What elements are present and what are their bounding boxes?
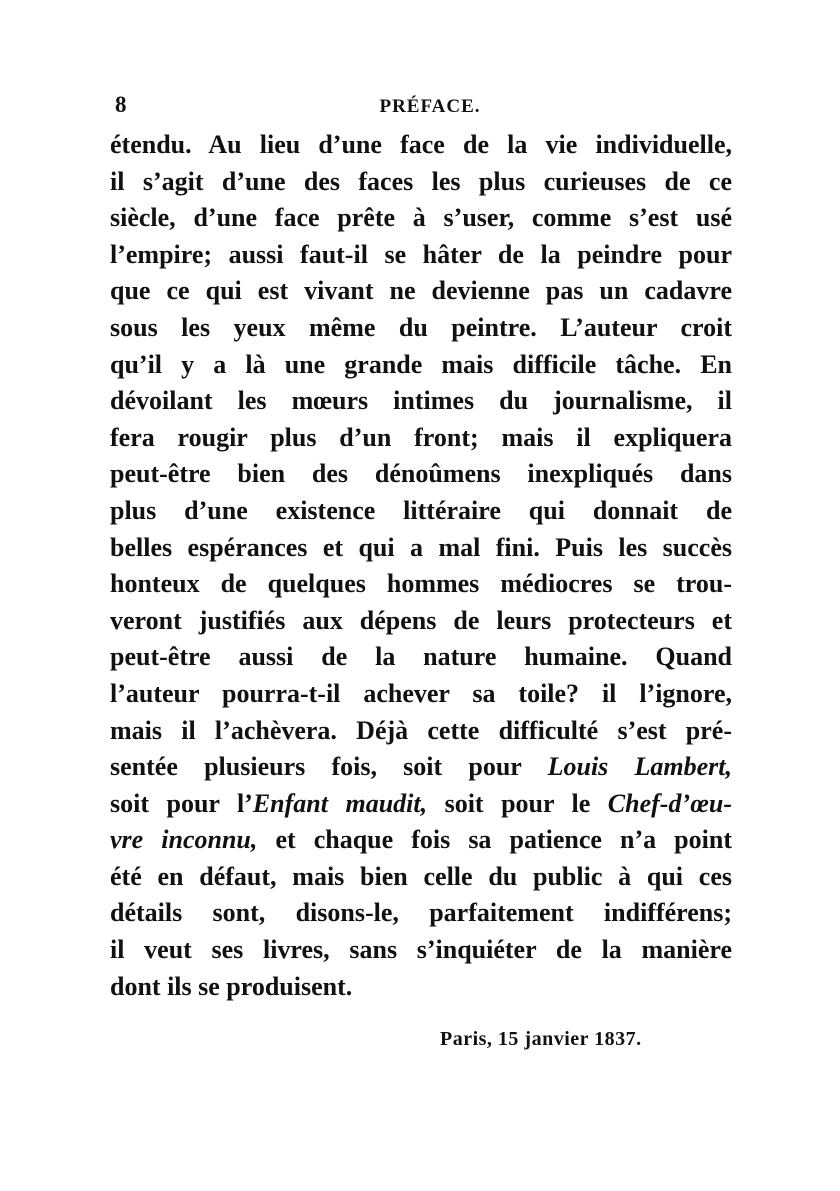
text-segment: dont ils se produisent. (110, 971, 353, 1001)
text-segment: sous les yeux même du peintre. L’auteur croit (110, 312, 732, 342)
text-segment: et chaque fois sa patience n’a point (257, 825, 732, 855)
italic-title-segment: Louis Lambert, (547, 752, 732, 782)
text-segment: il veut ses livres, sans s’inquiéter de la manière (110, 935, 732, 965)
text-line (110, 969, 732, 1006)
text-segment: soit pour l’ (110, 788, 253, 818)
text-segment: été en défaut, mais bien celle du public à qui ces (110, 861, 732, 891)
text-line (110, 530, 732, 567)
italic-title-segment: vre inconnu, (110, 825, 258, 855)
text-segment: dévoilant les mœurs intimes du journalisme, il (110, 386, 732, 416)
text-segment: fera rougir plus d’un front; mais il expliquera (110, 422, 732, 452)
running-head: PRÉFACE. (379, 96, 481, 117)
body-text (110, 127, 732, 1005)
text-line (110, 383, 732, 420)
text-line (110, 786, 732, 823)
text-line (110, 420, 732, 457)
text-segment: siècle, d’une face prête à s’user, comme s’est usé (110, 203, 732, 233)
text-segment: peut-être bien des dénoûmens inexpliqués dans (110, 459, 732, 489)
text-segment: mais il l’achèvera. Déjà cette difficulté s’est pré- (110, 715, 732, 745)
text-segment: veront justifiés aux dépens de leurs protecteurs et (110, 605, 732, 635)
text-segment: plus d’une existence littéraire qui donnait de (110, 495, 732, 525)
italic-title-segment: Enfant maudit, (252, 788, 428, 818)
text-segment: l’empire; aussi faut-il se hâter de la peindre pour (110, 239, 732, 269)
text-segment: honteux de quelques hommes médiocres se trou- (110, 569, 732, 599)
text-segment: détails sont, disons-le, parfaitement indifférens; (110, 898, 732, 928)
signature-line: Paris, 15 janvier 1837. (440, 1028, 642, 1050)
text-line (110, 493, 732, 530)
text-segment: soit pour le (427, 788, 608, 818)
text-line (110, 347, 732, 384)
text-line (110, 603, 732, 640)
italic-title-segment: Chef-d’œu- (607, 788, 732, 818)
text-line (110, 310, 732, 347)
text-segment: sentée plusieurs fois, soit pour (110, 752, 548, 782)
text-line (110, 273, 732, 310)
text-segment: que ce qui est vivant ne devienne pas un cadavre (110, 276, 732, 306)
text-line (110, 676, 732, 713)
text-line (110, 456, 732, 493)
text-line (110, 200, 732, 237)
text-line (110, 859, 732, 896)
text-segment: étendu. Au lieu d’une face de la vie individuelle, (110, 130, 732, 159)
text-line (110, 127, 732, 164)
text-line (110, 566, 732, 603)
text-line (110, 713, 732, 750)
text-segment: il s’agit d’une des faces les plus curieuses de ce (110, 166, 732, 196)
text-line (110, 749, 732, 786)
text-line (110, 164, 732, 201)
text-segment: l’auteur pourra-t-il achever sa toile? il l’ignore, (110, 678, 732, 708)
text-segment: qu’il y a là une grande mais difficile tâche. En (110, 349, 732, 379)
text-line (110, 639, 732, 676)
text-line (110, 895, 732, 932)
text-segment: peut-être aussi de la nature humaine. Quand (110, 642, 732, 672)
text-line (110, 932, 732, 969)
text-line (110, 822, 732, 859)
text-line (110, 237, 732, 274)
text-segment: belles espérances et qui a mal fini. Puis les succès (110, 532, 732, 562)
page-number: 8 (115, 92, 127, 117)
